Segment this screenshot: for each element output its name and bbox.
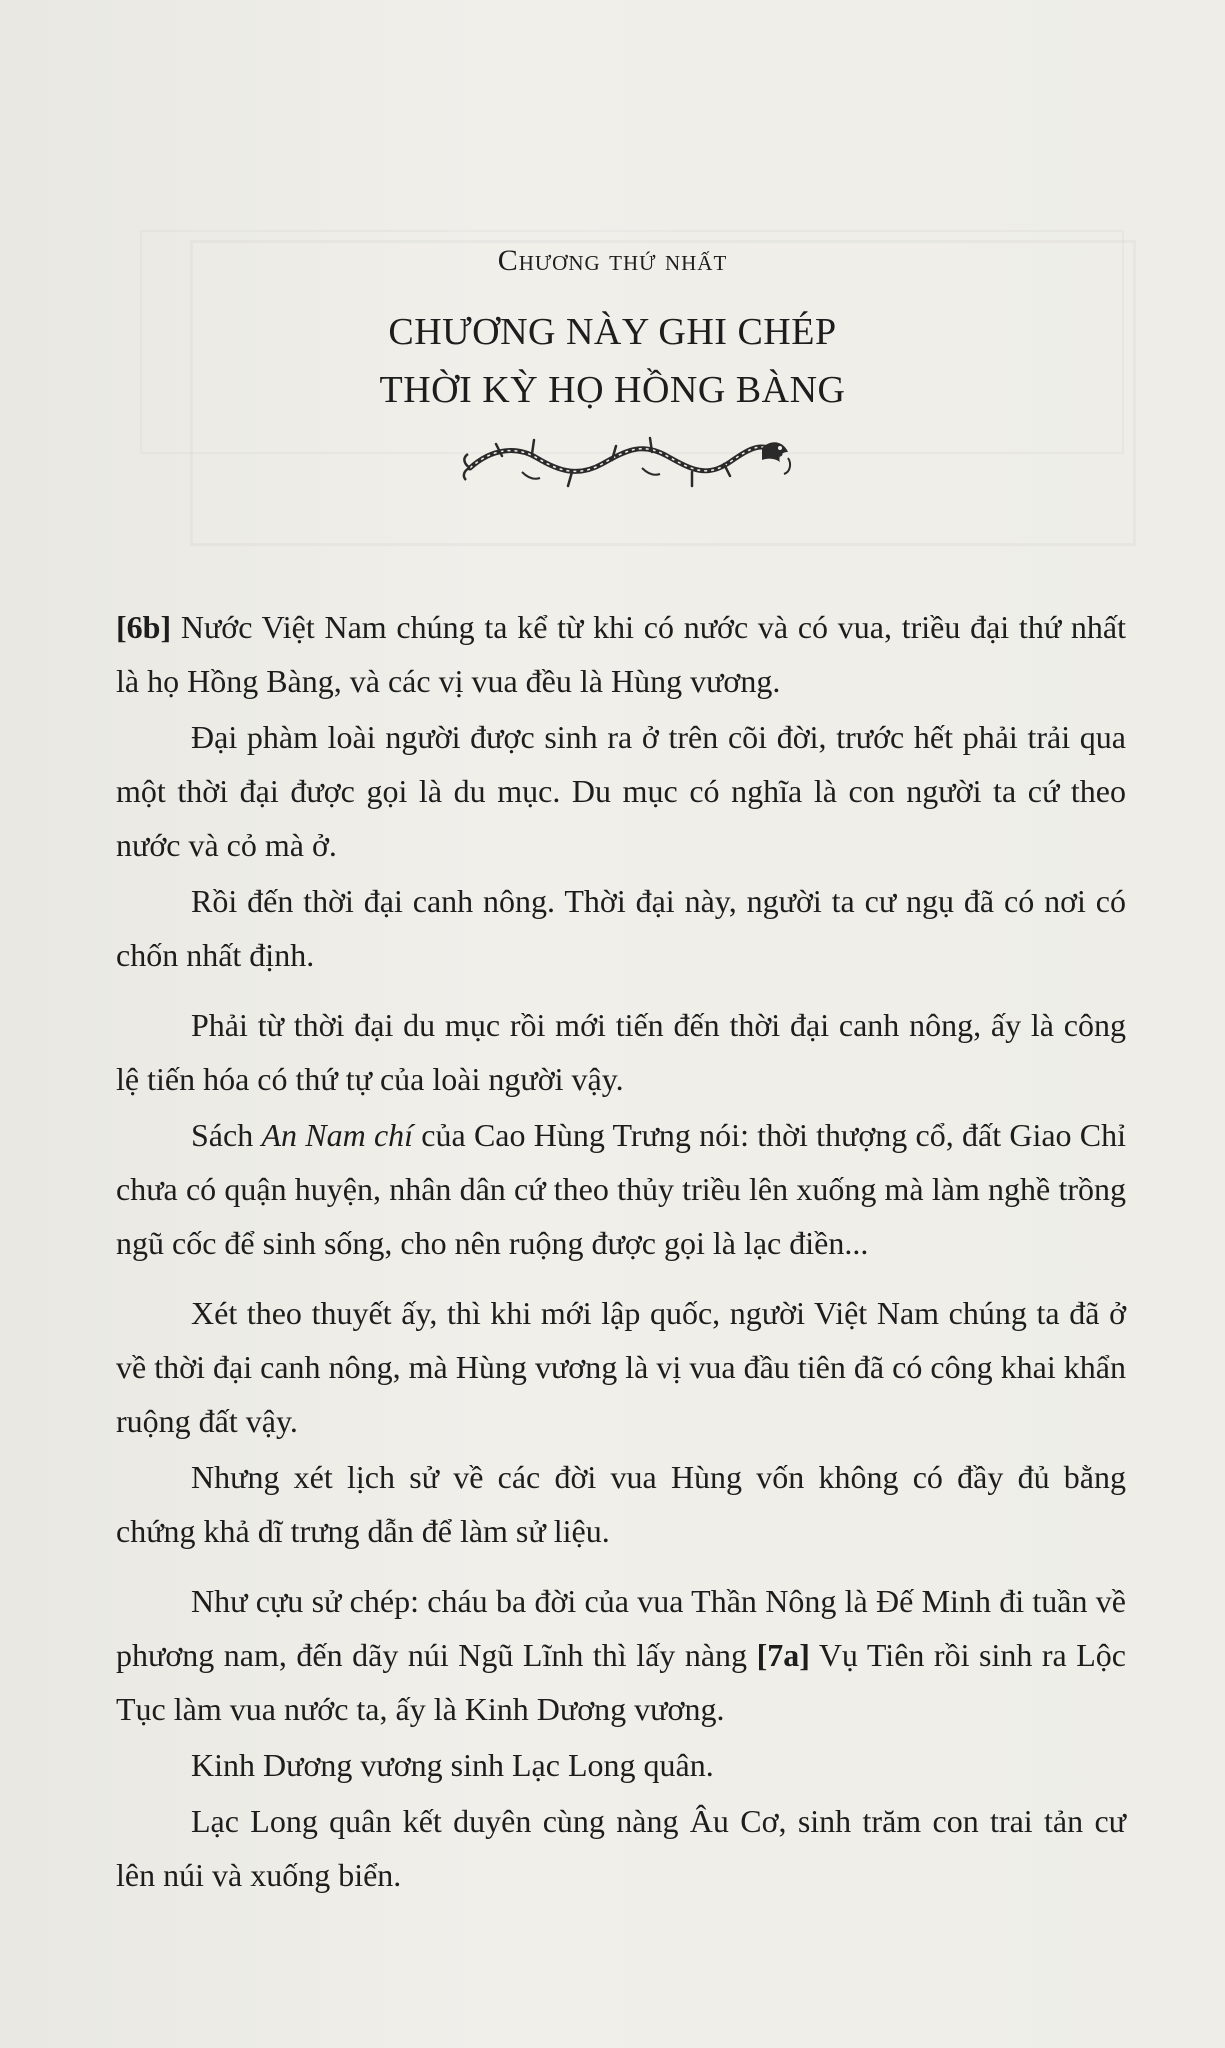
chapter-title-line-2: THỜI KỲ HỌ HỒNG BÀNG — [379, 369, 846, 411]
paragraph-9: Kinh Dương vương sinh Lạc Long quân. — [191, 1747, 714, 1783]
paragraph-3: Rồi đến thời đại canh nông. Thời đại này, người ta cư ngụ đã có nơi có chốn nhất định. — [116, 883, 1126, 973]
chapter-label: Chương thứ nhất — [497, 244, 728, 277]
source-ref-7a: [7a] — [756, 1637, 810, 1673]
paragraph-5-text-after: của Cao Hùng Trưng nói: thời thượng cổ, đất Giao Chỉ chưa có quận huyện, nhân dân cứ theo thủy triều lên xuống mà làm nghề trồng ngũ cốc để sinh sống, cho nên ruộng được gọi là lạc điền... — [116, 1117, 1127, 1261]
paragraph-10: Lạc Long quân kết duyên cùng nàng Âu Cơ, sinh trăm con trai tản cư lên núi và xuống biển. — [116, 1803, 1126, 1893]
paragraph-8-text-before: Như cựu sử chép: cháu ba đời của vua Thần Nông là Đế Minh đi tuần về phương nam, đến dãy núi Ngũ Lĩnh thì lấy nàng — [116, 1583, 1126, 1673]
body-text — [116, 600, 1126, 1904]
paragraph-2: Đại phàm loài người được sinh ra ở trên cõi đời, trước hết phải trải qua một thời đại được gọi là du mục. Du mục có nghĩa là con người ta cứ theo nước và cỏ mà ở. — [116, 719, 1126, 863]
paragraph-5 — [116, 1108, 1126, 1270]
source-ref-6b: [6b] — [116, 609, 172, 645]
paragraph-8-text-after: Vụ Tiên rồi sinh ra Lộc Tục làm vua nước ta, ấy là Kinh Dương vương. — [116, 1637, 1127, 1727]
paragraph-1-text: Nước Việt Nam chúng ta kể từ khi có nước và có vua, triều đại thứ nhất là họ Hồng Bàng, và các vị vua đều là Hùng vương. — [116, 609, 1126, 699]
book-title: An Nam chí — [261, 1117, 414, 1153]
paragraph-8 — [116, 1574, 1126, 1736]
dragon-ornament-icon — [462, 428, 797, 492]
paragraph-1 — [116, 600, 1126, 708]
paragraph-5-text-before: Sách — [191, 1117, 262, 1153]
chapter-title-line-1: CHƯƠNG NÀY GHI CHÉP — [388, 311, 837, 353]
paragraph-6: Xét theo thuyết ấy, thì khi mới lập quốc, người Việt Nam chúng ta đã ở về thời đại canh nông, mà Hùng vương là vị vua đầu tiên đã có công khai khẩn ruộng đất vậy. — [116, 1295, 1126, 1439]
paragraph-4: Phải từ thời đại du mục rồi mới tiến đến thời đại canh nông, ấy là công lệ tiến hóa có thứ tự của loài người vậy. — [116, 1007, 1126, 1097]
paragraph-7: Nhưng xét lịch sử về các đời vua Hùng vốn không có đầy đủ bằng chứng khả dĩ trưng dẫn để làm sử liệu. — [116, 1459, 1126, 1549]
